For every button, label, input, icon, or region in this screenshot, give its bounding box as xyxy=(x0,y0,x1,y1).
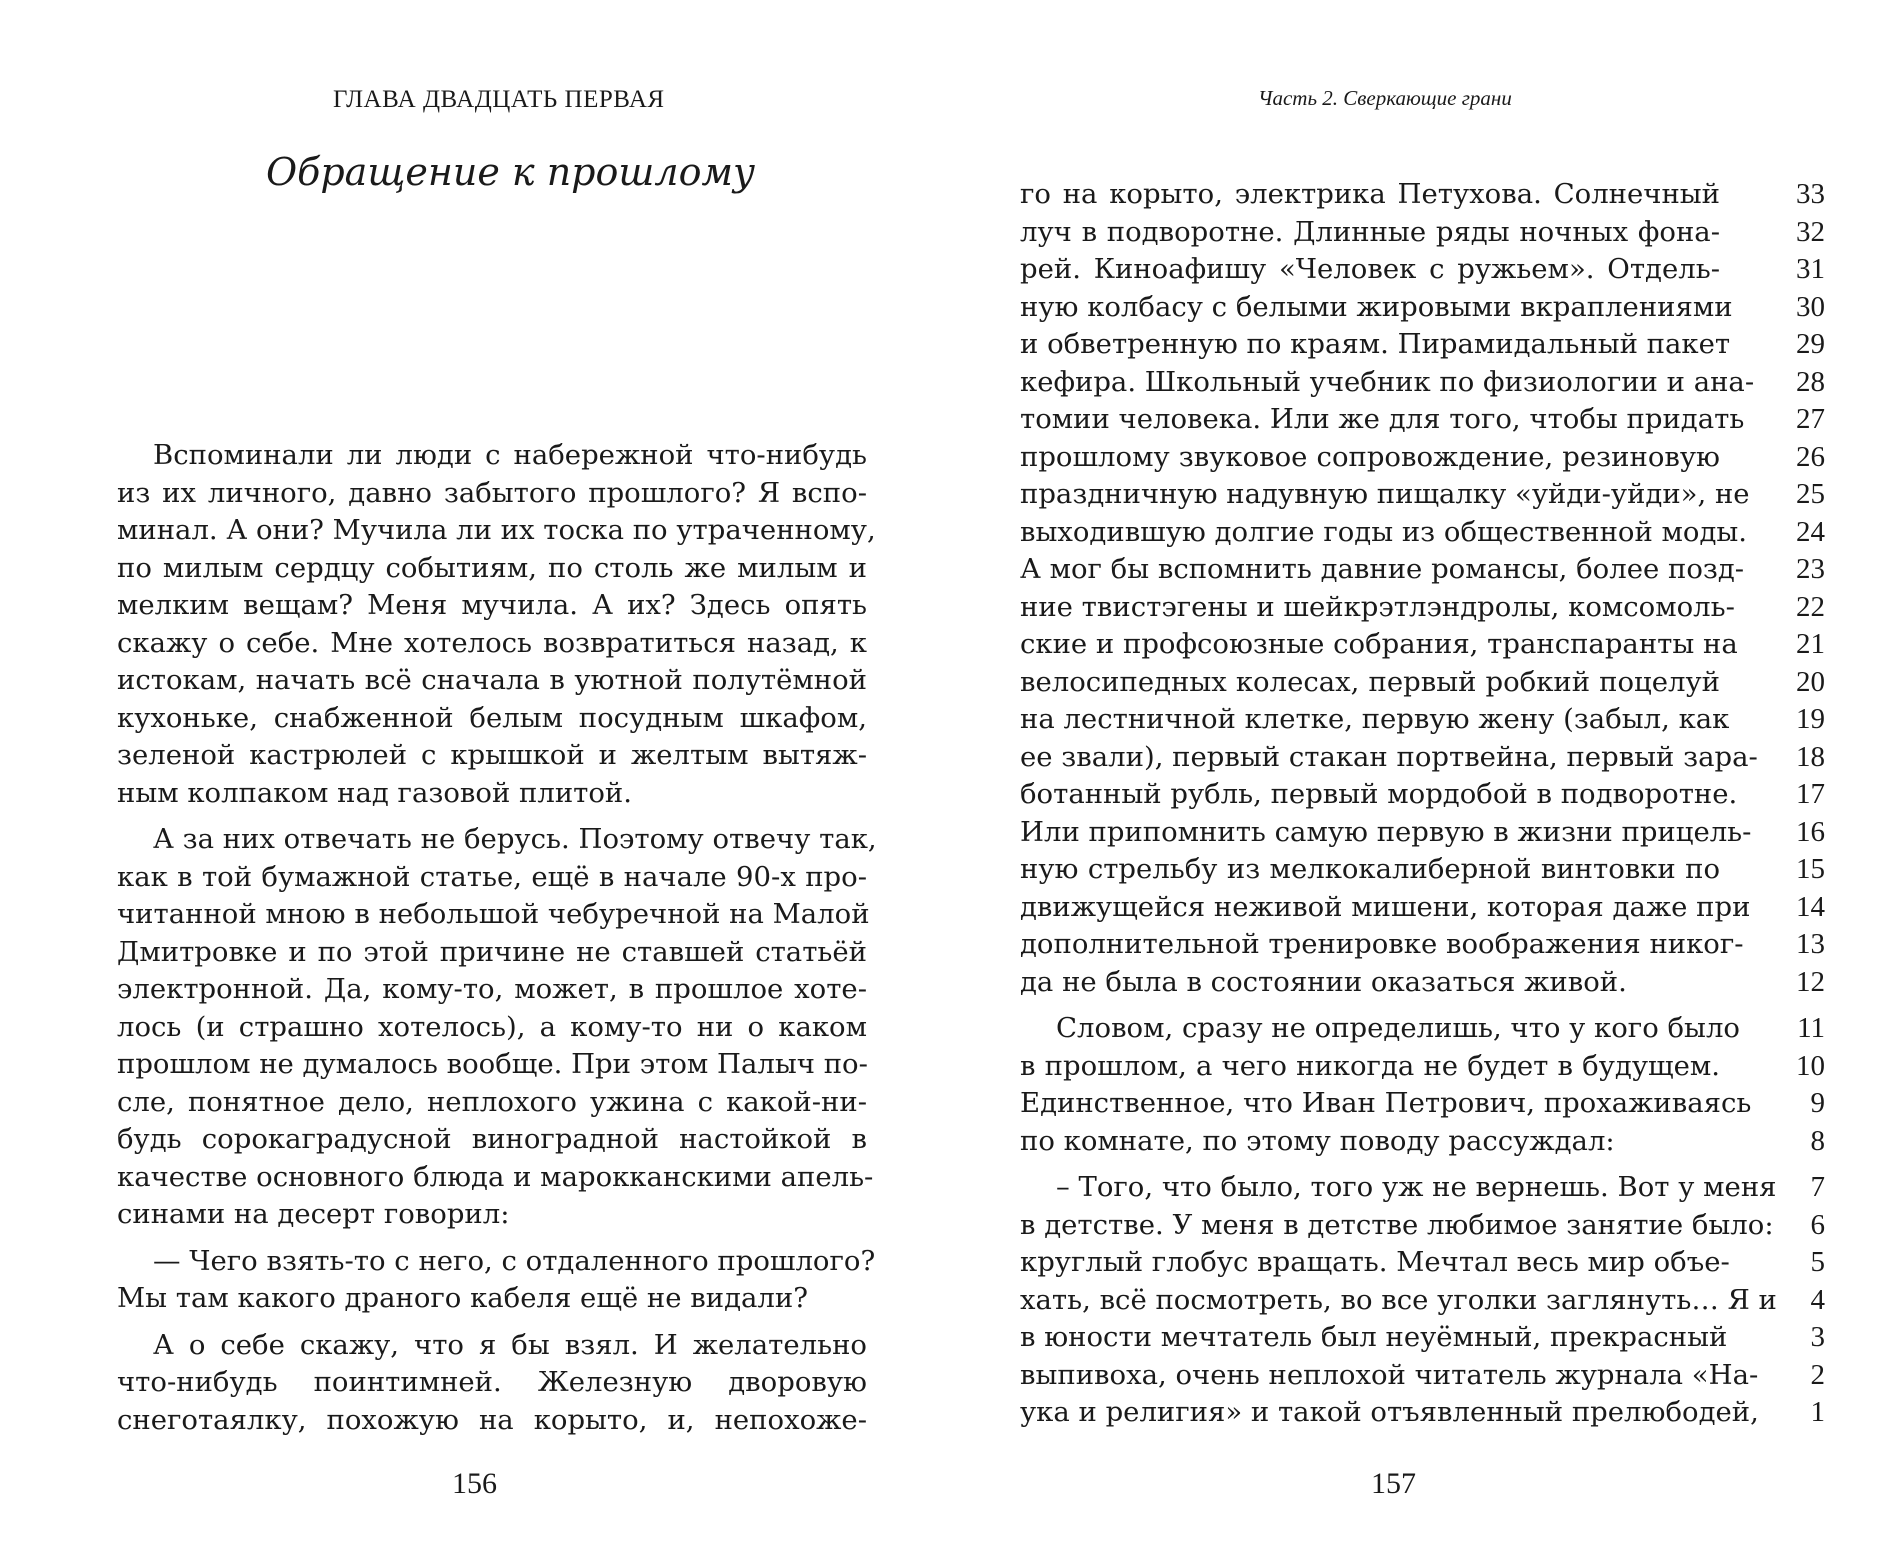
text-line: дополнительной тренировке воображения никог- xyxy=(1020,928,1744,960)
text-line: ную стрельбу из мелкокалиберной винтовки по xyxy=(1020,853,1720,885)
line-number: 15 xyxy=(1796,853,1825,885)
text-line: и обветренную по краям. Пирамидальный пакет xyxy=(1020,328,1731,360)
text-line: рей. Киноафишу «Человек с ружьем». Отдель- xyxy=(1020,253,1720,285)
line-number: 30 xyxy=(1796,290,1825,323)
text-line: круглый глобус вращать. Мечтал весь мир объе- xyxy=(1020,1246,1730,1278)
text-line: по комнате, по этому поводу рассуждал: xyxy=(1020,1124,1615,1157)
text-line: А о себе скажу, что я бы взял. И желательно xyxy=(153,1328,867,1361)
text-line: что-нибудь поинтимней. Железную дворовую xyxy=(117,1366,867,1398)
line-number: 3 xyxy=(1810,1321,1825,1353)
text-line: прошлом не думалось вообще. При этом Палыч по- xyxy=(117,1048,868,1080)
line-number: 2 xyxy=(1810,1358,1825,1391)
text-line: — Чего взять-то с него, с отдаленного прошлого? xyxy=(153,1244,876,1277)
line-number: 14 xyxy=(1796,890,1825,923)
line-number: 23 xyxy=(1796,553,1825,585)
text-line: мелким вещам? Меня мучила. А их? Здесь опять xyxy=(117,589,867,621)
text-line: будь сорокаградусной виноградной настойкой в xyxy=(117,1123,867,1155)
line-number: 10 xyxy=(1796,1049,1825,1082)
text-line: ным колпаком над газовой плитой. xyxy=(117,776,632,809)
line-number: 33 xyxy=(1796,178,1825,210)
text-line: кефира. Школьный учебник по физиологии и ана- xyxy=(1020,365,1755,398)
line-number: 7 xyxy=(1810,1171,1825,1203)
line-number: 26 xyxy=(1796,440,1825,473)
line-number: 19 xyxy=(1796,703,1825,735)
text-line: прошлому звуковое сопровождение, резиновую xyxy=(1020,440,1720,473)
text-line: на лестничной клетке, первую жену (забыл, как xyxy=(1020,703,1730,735)
line-number: 11 xyxy=(1797,1012,1825,1044)
line-number: 32 xyxy=(1796,215,1825,248)
right-running-head: Часть 2. Сверкающие грани xyxy=(1258,86,1512,110)
text-line: кухоньке, снабженной белым посудным шкафом, xyxy=(117,701,867,734)
line-number: 6 xyxy=(1810,1208,1825,1241)
line-number: 28 xyxy=(1796,365,1825,398)
line-number: 9 xyxy=(1810,1087,1825,1119)
line-number: 5 xyxy=(1810,1246,1825,1278)
line-number: 20 xyxy=(1796,665,1825,698)
text-line: зеленой кастрюлей с крышкой и желтым вытяж- xyxy=(117,739,867,771)
text-line: снеготаялку, похожую на корыто, и, непохоже- xyxy=(117,1403,867,1436)
left-page-number: 156 xyxy=(452,1467,497,1500)
text-line: да не была в состоянии оказаться живой. xyxy=(1020,965,1627,998)
line-number: 8 xyxy=(1810,1124,1825,1157)
text-line: скажу о себе. Мне хотелось возвратиться назад, к xyxy=(117,626,867,659)
line-number: 22 xyxy=(1796,590,1825,623)
text-line: А за них отвечать не берусь. Поэтому отвечу так, xyxy=(153,823,877,855)
right-body-text xyxy=(1020,176,1777,1432)
text-line: А мог бы вспомнить давние романсы, более позд- xyxy=(1020,553,1745,585)
text-line: по милым сердцу событиям, по столь же милым и xyxy=(117,551,867,584)
text-line: Словом, сразу не определишь, что у кого было xyxy=(1056,1012,1740,1044)
left-body-text xyxy=(117,437,877,1439)
line-number: 24 xyxy=(1796,515,1825,548)
text-line: велосипедных колесах, первый робкий поцелуй xyxy=(1020,665,1720,698)
line-number: 25 xyxy=(1796,478,1825,510)
text-line: – Того, что было, того уж не вернешь. Вот у меня xyxy=(1056,1171,1777,1203)
text-line: Дмитровке и по этой причине не ставшей статьёй xyxy=(117,935,867,968)
text-line: электронной. Да, кому-то, может, в прошлое хоте- xyxy=(117,973,867,1005)
text-line: в юности мечтатель был неуёмный, прекрасный xyxy=(1020,1321,1728,1353)
text-line: праздничную надувную пищалку «уйди-уйди», не xyxy=(1020,478,1750,510)
line-number: 21 xyxy=(1796,628,1825,660)
text-line: ские и профсоюзные собрания, транспаранты на xyxy=(1020,628,1738,660)
line-number: 27 xyxy=(1796,403,1825,435)
right-page-number: 157 xyxy=(1371,1467,1416,1500)
line-number: 16 xyxy=(1796,815,1825,848)
text-line: как в той бумажной статье, ещё в начале 90-х про- xyxy=(117,860,867,893)
text-line: выходившую долгие годы из общественной моды. xyxy=(1020,515,1748,548)
line-number: 29 xyxy=(1796,328,1825,360)
text-line: в детстве. У меня в детстве любимое занятие было: xyxy=(1020,1208,1774,1241)
text-line: хать, всё посмотреть, во все уголки заглянуть… Я и xyxy=(1020,1283,1777,1316)
text-line: движущейся неживой мишени, которая даже при xyxy=(1020,890,1751,923)
text-line: истокам, начать всё сначала в уютной полутёмной xyxy=(117,664,867,696)
right-page xyxy=(945,0,1889,1557)
text-line: читанной мною в небольшой чебуречной на Малой xyxy=(117,898,870,930)
chapter-title: Обращение к прошлому xyxy=(266,150,755,194)
left-running-head: ГЛАВА ДВАДЦАТЬ ПЕРВАЯ xyxy=(333,86,665,113)
text-line: сле, понятное дело, неплохого ужина с какой-ни- xyxy=(117,1085,867,1118)
text-line: томии человека. Или же для того, чтобы придать xyxy=(1020,403,1745,435)
text-line: Мы там какого драного кабеля ещё не видали? xyxy=(117,1282,808,1314)
line-number: 18 xyxy=(1796,740,1825,773)
line-number: 12 xyxy=(1796,965,1825,998)
text-line: ее звали), первый стакан портвейна, первый зара- xyxy=(1020,740,1758,773)
text-line: синами на десерт говорил: xyxy=(117,1198,510,1230)
line-number: 17 xyxy=(1796,778,1825,810)
text-line: ную колбасу с белыми жировыми вкраплениями xyxy=(1020,290,1733,323)
line-number: 13 xyxy=(1796,928,1825,960)
text-line: из их личного, давно забытого прошлого? Я вспо- xyxy=(117,476,867,509)
text-line: ние твистэгены и шейкрэтлэндролы, комсомоль- xyxy=(1020,590,1735,623)
text-line: Или припомнить самую первую в жизни прицель- xyxy=(1020,815,1752,848)
text-line: Единственное, что Иван Петрович, прохаживаясь xyxy=(1020,1087,1752,1119)
line-number-column xyxy=(1780,176,1825,1432)
text-line: Вспоминали ли люди с набережной что-нибудь xyxy=(153,439,867,471)
text-line: луч в подворотне. Длинные ряды ночных фона- xyxy=(1020,215,1720,248)
line-number: 31 xyxy=(1796,253,1825,285)
line-number: 1 xyxy=(1810,1396,1825,1428)
text-line: минал. А они? Мучила ли их тоска по утраченному, xyxy=(117,514,876,546)
text-line: в прошлом, а чего никогда не будет в будущем. xyxy=(1020,1049,1720,1082)
text-line: ботанный рубль, первый мордобой в подворотне. xyxy=(1020,778,1738,810)
text-line: ука и религия» и такой отъявленный прелюбодей, xyxy=(1020,1396,1759,1428)
text-line: выпивоха, очень неплохой читатель журнала «На- xyxy=(1020,1358,1759,1391)
text-line: лось (и страшно хотелось), а кому-то ни о каком xyxy=(117,1010,867,1043)
line-number: 4 xyxy=(1810,1283,1825,1316)
text-line: качестве основного блюда и марокканскими апель- xyxy=(117,1160,874,1193)
text-line: го на корыто, электрика Петухова. Солнечный xyxy=(1020,178,1720,210)
